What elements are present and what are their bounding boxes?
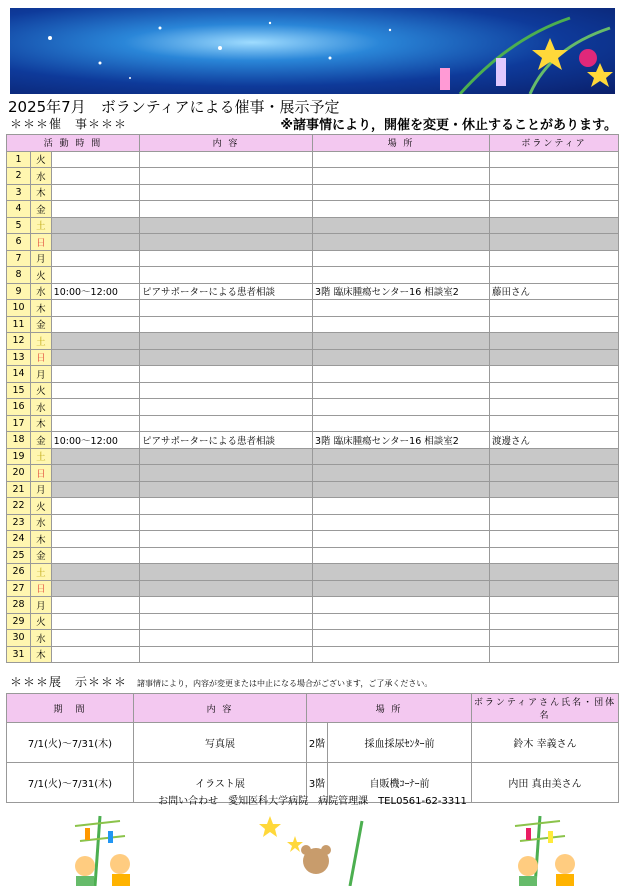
activity-time (51, 597, 139, 614)
col-place: 場 所 (313, 135, 490, 152)
activity-place (313, 382, 490, 399)
activity-volunteer (490, 630, 619, 647)
exhibit-period: 7/1(火)～7/31(木) (7, 723, 134, 763)
activity-content (140, 333, 313, 350)
day-number: 18 (7, 432, 31, 449)
table-row (7, 613, 619, 630)
table-row (7, 168, 619, 185)
weekday: 土 (30, 333, 51, 350)
activity-place (313, 366, 490, 383)
day-number: 21 (7, 481, 31, 498)
day-number: 25 (7, 547, 31, 564)
day-number: 30 (7, 630, 31, 647)
weekday: 金 (30, 547, 51, 564)
activity-time (51, 399, 139, 416)
activity-content (140, 646, 313, 663)
activity-volunteer (490, 333, 619, 350)
activity-content (140, 613, 313, 630)
day-number: 23 (7, 514, 31, 531)
activity-volunteer (490, 498, 619, 515)
activity-place (313, 547, 490, 564)
table-row (7, 201, 619, 218)
activity-content: ピアサポーターによる患者相談 (140, 432, 313, 449)
activity-time: 10:00～12:00 (51, 432, 139, 449)
activity-volunteer: 渡邊さん (490, 432, 619, 449)
table-row (7, 366, 619, 383)
weekday: 水 (30, 514, 51, 531)
activity-volunteer (490, 646, 619, 663)
weekday: 木 (30, 531, 51, 548)
day-number: 28 (7, 597, 31, 614)
exhibit-note: 諸事情により，内容が変更または中止になる場合がございます，ご了承ください。 (137, 679, 433, 688)
activity-volunteer (490, 481, 619, 498)
table-row (7, 333, 619, 350)
activity-time (51, 448, 139, 465)
day-number: 15 (7, 382, 31, 399)
exhibit-content: イラスト展 (134, 763, 307, 803)
bamboo-right-icon (515, 816, 575, 886)
exhibit-period: 7/1(火)～7/31(木) (7, 763, 134, 803)
activity-place: 3階 臨床腫瘍センター16 相談室2 (313, 283, 490, 300)
activity-content (140, 201, 313, 218)
day-number: 26 (7, 564, 31, 581)
activity-volunteer (490, 382, 619, 399)
activity-place (313, 349, 490, 366)
exhibit-place: 自販機ｺｰﾅｰ前 (328, 763, 472, 803)
activity-place (313, 613, 490, 630)
day-number: 11 (7, 316, 31, 333)
activity-volunteer: 藤田さん (490, 283, 619, 300)
activity-content (140, 366, 313, 383)
activity-place: 3階 臨床腫瘍センター16 相談室2 (313, 432, 490, 449)
activity-content (140, 399, 313, 416)
table-row (7, 399, 619, 416)
activity-volunteer (490, 531, 619, 548)
activity-content (140, 514, 313, 531)
col-time: 活 動 時 間 (7, 135, 140, 152)
activity-time (51, 547, 139, 564)
weekday: 水 (30, 283, 51, 300)
activity-content (140, 217, 313, 234)
day-number: 24 (7, 531, 31, 548)
activity-content (140, 580, 313, 597)
table-row (7, 481, 619, 498)
table-row (7, 382, 619, 399)
change-notice: ※諸事情により，開催を変更・休止することがあります。 (280, 118, 617, 133)
col-content: 内 容 (140, 135, 313, 152)
table-row (7, 465, 619, 482)
weekday: 火 (30, 151, 51, 168)
table-row (7, 514, 619, 531)
events-heading: ＊＊＊催 事＊＊＊ (10, 117, 128, 131)
activity-content (140, 316, 313, 333)
weekday: 木 (30, 184, 51, 201)
activity-place (313, 333, 490, 350)
activity-volunteer (490, 415, 619, 432)
table-row (7, 531, 619, 548)
day-number: 13 (7, 349, 31, 366)
weekday: 日 (30, 580, 51, 597)
activity-volunteer (490, 597, 619, 614)
activity-place (313, 399, 490, 416)
weekday: 木 (30, 415, 51, 432)
activity-time (51, 267, 139, 284)
activity-place (313, 498, 490, 515)
table-row (7, 184, 619, 201)
activity-place (313, 250, 490, 267)
activity-place (313, 514, 490, 531)
table-row (7, 498, 619, 515)
page-title: 2025年7月 ボランティアによる催事・展示予定 (8, 98, 340, 116)
activity-place (313, 415, 490, 432)
exhibit-volunteer: 内田 真由美さん (472, 763, 619, 803)
activity-content (140, 547, 313, 564)
activity-time (51, 234, 139, 251)
day-number: 22 (7, 498, 31, 515)
activity-time (51, 333, 139, 350)
tanabata-banner (10, 8, 615, 94)
activity-volunteer (490, 267, 619, 284)
activity-time (51, 514, 139, 531)
activity-volunteer (490, 564, 619, 581)
activity-content (140, 498, 313, 515)
table-row (7, 283, 619, 300)
activity-place (313, 316, 490, 333)
activity-content (140, 597, 313, 614)
weekday: 金 (30, 201, 51, 218)
day-number: 31 (7, 646, 31, 663)
activity-volunteer (490, 184, 619, 201)
day-number: 12 (7, 333, 31, 350)
day-number: 6 (7, 234, 31, 251)
activity-volunteer (490, 151, 619, 168)
day-number: 27 (7, 580, 31, 597)
table-row (7, 250, 619, 267)
weekday: 日 (30, 234, 51, 251)
exhibit-content: 写真展 (134, 723, 307, 763)
activity-place (313, 646, 490, 663)
activity-time: 10:00～12:00 (51, 283, 139, 300)
activity-place (313, 168, 490, 185)
activity-place (313, 465, 490, 482)
table-row (7, 234, 619, 251)
table-row (7, 564, 619, 581)
exhibit-floor: 3階 (307, 763, 328, 803)
day-number: 9 (7, 283, 31, 300)
activity-volunteer (490, 168, 619, 185)
weekday: 土 (30, 217, 51, 234)
activity-content (140, 630, 313, 647)
activity-place (313, 448, 490, 465)
activity-time (51, 184, 139, 201)
day-number: 1 (7, 151, 31, 168)
weekday: 月 (30, 250, 51, 267)
exhibit-volunteer: 鈴木 幸義さん (472, 723, 619, 763)
events-table (6, 134, 619, 663)
activity-time (51, 168, 139, 185)
activity-volunteer (490, 514, 619, 531)
weekday: 土 (30, 564, 51, 581)
table-row (7, 415, 619, 432)
activity-place (313, 201, 490, 218)
activity-place (313, 597, 490, 614)
activity-place (313, 151, 490, 168)
table-row (7, 448, 619, 465)
activity-volunteer (490, 580, 619, 597)
activity-place (313, 234, 490, 251)
activity-content (140, 349, 313, 366)
day-number: 4 (7, 201, 31, 218)
activity-time (51, 630, 139, 647)
weekday: 木 (30, 300, 51, 317)
activity-content (140, 531, 313, 548)
activity-volunteer (490, 366, 619, 383)
col-exhibit-content: 内 容 (134, 694, 307, 723)
weekday: 月 (30, 366, 51, 383)
day-number: 8 (7, 267, 31, 284)
activity-place (313, 184, 490, 201)
col-exhibit-place: 場 所 (307, 694, 472, 723)
activity-place (313, 267, 490, 284)
activity-time (51, 316, 139, 333)
activity-volunteer (490, 316, 619, 333)
table-row (7, 217, 619, 234)
activity-volunteer (490, 250, 619, 267)
activity-volunteer (490, 399, 619, 416)
bamboo-left-icon (75, 816, 130, 886)
activity-time (51, 415, 139, 432)
activity-time (51, 646, 139, 663)
weekday: 火 (30, 267, 51, 284)
activity-place (313, 481, 490, 498)
activity-content (140, 564, 313, 581)
table-row (7, 300, 619, 317)
activity-volunteer (490, 349, 619, 366)
activity-time (51, 580, 139, 597)
weekday: 火 (30, 498, 51, 515)
activity-time (51, 498, 139, 515)
activity-place (313, 630, 490, 647)
weekday: 日 (30, 465, 51, 482)
tanabata-illustration (0, 806, 625, 886)
activity-volunteer (490, 448, 619, 465)
contact-info: お問い合わせ 愛知医科大学病院 病院管理課 TEL0561-62-3311 (158, 796, 467, 807)
day-number: 14 (7, 366, 31, 383)
exhibit-table (6, 693, 619, 803)
exhibit-floor: 2階 (307, 723, 328, 763)
activity-time (51, 481, 139, 498)
table-row (7, 151, 619, 168)
activity-content (140, 168, 313, 185)
activity-place (313, 300, 490, 317)
day-number: 3 (7, 184, 31, 201)
activity-content (140, 448, 313, 465)
activity-content (140, 267, 313, 284)
day-number: 5 (7, 217, 31, 234)
bear-icon (301, 821, 362, 886)
activity-volunteer (490, 234, 619, 251)
weekday: 土 (30, 448, 51, 465)
activity-time (51, 300, 139, 317)
activity-volunteer (490, 547, 619, 564)
weekday: 金 (30, 432, 51, 449)
banner-decoration (10, 8, 615, 94)
weekday: 金 (30, 316, 51, 333)
activity-place (313, 217, 490, 234)
weekday: 日 (30, 349, 51, 366)
table-row (7, 630, 619, 647)
activity-content (140, 250, 313, 267)
activity-content (140, 465, 313, 482)
weekday: 水 (30, 399, 51, 416)
day-number: 16 (7, 399, 31, 416)
activity-content (140, 151, 313, 168)
activity-place (313, 531, 490, 548)
day-number: 2 (7, 168, 31, 185)
weekday: 月 (30, 597, 51, 614)
activity-content (140, 481, 313, 498)
activity-content (140, 415, 313, 432)
col-volunteer-name: ボランティアさん氏名・団体名 (472, 694, 619, 723)
table-row (7, 723, 619, 763)
activity-volunteer (490, 300, 619, 317)
exhibit-heading-text: ＊＊＊展 示＊＊＊ (10, 675, 128, 689)
day-number: 20 (7, 465, 31, 482)
activity-volunteer (490, 465, 619, 482)
activity-content (140, 300, 313, 317)
activity-content (140, 382, 313, 399)
weekday: 月 (30, 481, 51, 498)
activity-time (51, 366, 139, 383)
exhibit-place: 採血採尿ｾﾝﾀｰ前 (328, 723, 472, 763)
activity-time (51, 564, 139, 581)
table-row (7, 432, 619, 449)
day-number: 7 (7, 250, 31, 267)
activity-volunteer (490, 201, 619, 218)
exhibit-heading (10, 673, 432, 690)
day-number: 29 (7, 613, 31, 630)
activity-time (51, 151, 139, 168)
activity-time (51, 531, 139, 548)
weekday: 木 (30, 646, 51, 663)
activity-volunteer (490, 613, 619, 630)
weekday: 水 (30, 630, 51, 647)
col-volunteer: ボランティア (490, 135, 619, 152)
stars-icon (259, 816, 303, 852)
table-row (7, 316, 619, 333)
activity-time (51, 465, 139, 482)
table-row (7, 597, 619, 614)
day-number: 10 (7, 300, 31, 317)
table-row (7, 580, 619, 597)
activity-time (51, 250, 139, 267)
table-row (7, 349, 619, 366)
activity-time (51, 201, 139, 218)
day-number: 17 (7, 415, 31, 432)
day-number: 19 (7, 448, 31, 465)
table-row (7, 267, 619, 284)
activity-time (51, 613, 139, 630)
activity-volunteer (490, 217, 619, 234)
weekday: 火 (30, 613, 51, 630)
table-row (7, 547, 619, 564)
activity-time (51, 217, 139, 234)
activity-content: ピアサポーターによる患者相談 (140, 283, 313, 300)
weekday: 水 (30, 168, 51, 185)
activity-place (313, 564, 490, 581)
activity-content (140, 234, 313, 251)
table-row (7, 646, 619, 663)
activity-time (51, 349, 139, 366)
weekday: 火 (30, 382, 51, 399)
activity-content (140, 184, 313, 201)
activity-time (51, 382, 139, 399)
col-period: 期 間 (7, 694, 134, 723)
activity-place (313, 580, 490, 597)
